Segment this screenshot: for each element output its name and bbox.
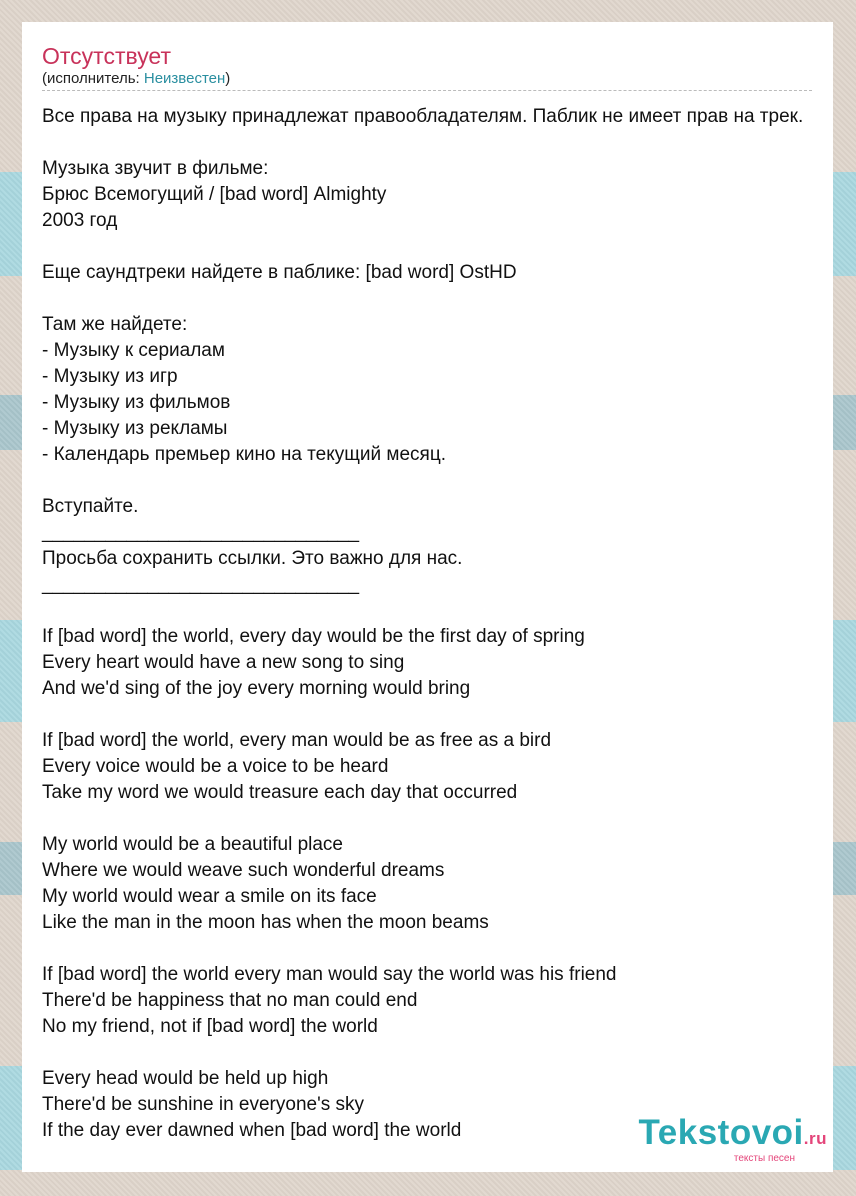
lyrics-line: Every heart would have a new song to sing xyxy=(42,652,405,673)
lyrics-line: There'd be happiness that no man could end xyxy=(42,990,418,1011)
lyrics-line: Every voice would be a voice to be heard xyxy=(42,756,389,777)
lyrics-line: ______________________________ xyxy=(42,522,360,543)
song-title: Отсутствует xyxy=(42,43,171,69)
lyrics-card xyxy=(22,22,833,1172)
lyrics-line: Музыка звучит в фильме: xyxy=(42,158,269,179)
lyrics-line: If the day ever dawned when [bad word] the world xyxy=(42,1120,462,1141)
lyrics-line: - Календарь премьер кино на текущий месяц. xyxy=(42,444,446,465)
song-header xyxy=(42,42,812,91)
artist-link[interactable]: Неизвестен xyxy=(143,70,226,87)
lyrics-line: Where we would weave such wonderful dreams xyxy=(42,860,445,881)
logo-domain: .ru xyxy=(803,1129,827,1148)
lyrics-line: - Музыку к сериалам xyxy=(42,340,225,361)
lyrics-blank-line xyxy=(42,702,833,728)
lyrics-blank-line xyxy=(42,936,833,962)
lyrics-line: Вступайте. xyxy=(42,496,139,517)
lyrics-line: Like the man in the moon has when the moon beams xyxy=(42,912,489,933)
artist-suffix: ) xyxy=(225,70,231,87)
lyrics-line: Еще саундтреки найдете в паблике: [bad word] OstHD xyxy=(42,262,517,283)
lyrics-blank-line xyxy=(42,286,833,312)
lyrics-blank-line xyxy=(42,130,833,156)
lyrics-blank-line xyxy=(42,1040,833,1066)
lyrics-line: Take my word we would treasure each day that occurred xyxy=(42,782,518,803)
lyrics-line: 2003 год xyxy=(42,210,118,231)
lyrics-line: There'd be sunshine in everyone's sky xyxy=(42,1094,364,1115)
lyrics-blank-line xyxy=(42,468,833,494)
lyrics-line: Брюс Всемогущий / [bad word] Almighty xyxy=(42,184,387,205)
lyrics-line: No my friend, not if [bad word] the world xyxy=(42,1016,378,1037)
logo-tagline: тексты песен xyxy=(733,1153,795,1164)
lyrics-line: Там же найдете: xyxy=(42,314,188,335)
lyrics-line: My world would wear a smile on its face xyxy=(42,886,377,907)
logo-text: Tekstovoi xyxy=(638,1113,804,1152)
lyrics-line: - Музыку из фильмов xyxy=(42,392,231,413)
lyrics-blank-line xyxy=(42,806,833,832)
lyrics-line: - Музыку из игр xyxy=(42,366,178,387)
lyrics-line: ______________________________ xyxy=(42,574,360,595)
lyrics-line: Все права на музыку принадлежат правообладателям. Паблик не имеет прав на трек. xyxy=(42,106,804,127)
artist-prefix: (исполнитель: xyxy=(42,70,144,87)
lyrics-line: My world would be a beautiful place xyxy=(42,834,344,855)
lyrics-line: If [bad word] the world every man would say the world was his friend xyxy=(42,964,617,985)
lyrics-blank-line xyxy=(42,598,833,624)
lyrics-line: And we'd sing of the joy every morning would bring xyxy=(42,678,471,699)
lyrics-text xyxy=(42,104,833,1144)
artist-line xyxy=(42,70,812,91)
lyrics-line: If [bad word] the world, every day would be the first day of spring xyxy=(42,626,585,647)
lyrics-blank-line xyxy=(42,234,833,260)
lyrics-line: - Музыку из рекламы xyxy=(42,418,228,439)
site-logo[interactable] xyxy=(638,1115,827,1164)
lyrics-line: Просьба сохранить ссылки. Это важно для нас. xyxy=(42,548,463,569)
lyrics-line: Every head would be held up high xyxy=(42,1068,329,1089)
lyrics-line: If [bad word] the world, every man would be as free as a bird xyxy=(42,730,552,751)
